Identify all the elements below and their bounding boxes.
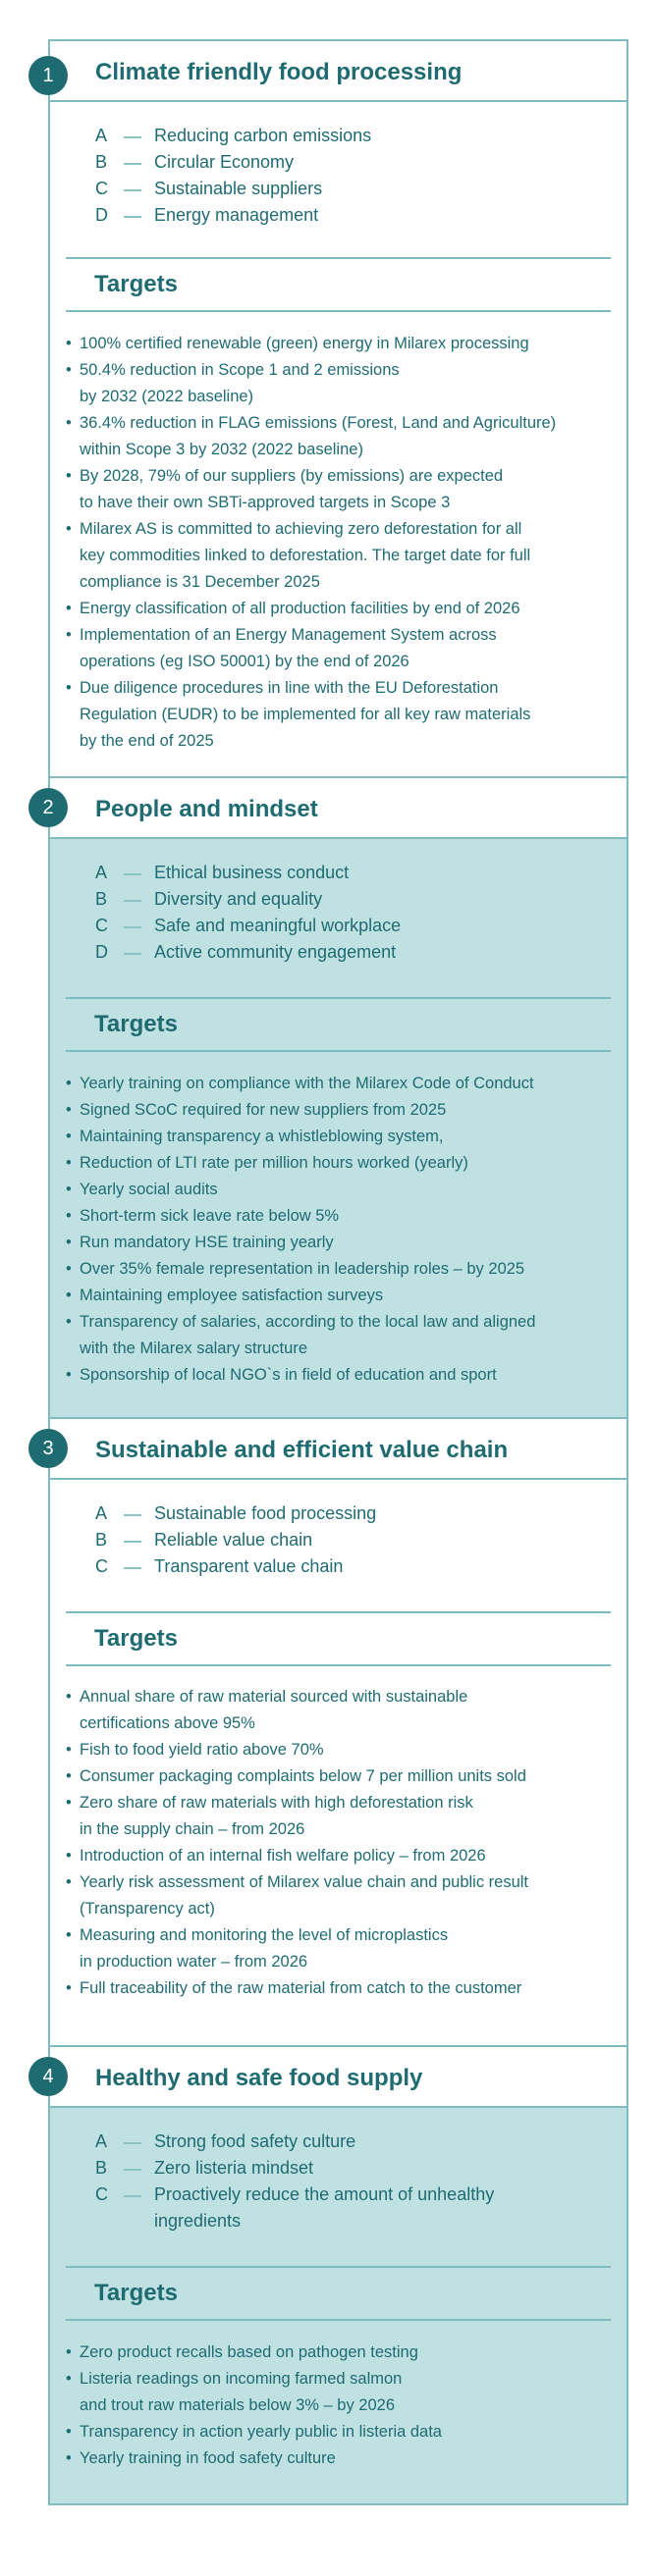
bullet-dot: • (66, 1101, 72, 1119)
target-item (66, 596, 617, 622)
bullet-dot: • (66, 1979, 72, 1997)
pillar-dash (124, 2142, 141, 2144)
pillar-dash (124, 953, 141, 955)
targets-header (66, 1611, 611, 1666)
targets-list (66, 2339, 617, 2472)
bullet-dot: • (66, 626, 72, 644)
target-text-line: Reduction of LTI rate per million hours worked (yearly) (80, 1154, 468, 1172)
pillar-letter: D (95, 205, 108, 225)
target-item (66, 1124, 617, 1150)
section-header (50, 1417, 627, 1480)
target-text-line: Over 35% female representation in leadership roles – by 2025 (80, 1260, 525, 1278)
pillar-text: Diversity and equality (154, 889, 323, 909)
target-text-line: in the supply chain – from 2026 (80, 1820, 305, 1838)
targets-title: Targets (94, 2280, 178, 2306)
target-text-line: Zero product recalls based on pathogen testing (80, 2343, 418, 2361)
bullet-dot: • (66, 1873, 72, 1891)
pillar-text: Zero listeria mindset (154, 2158, 314, 2178)
target-text-line: Yearly social audits (80, 1181, 218, 1198)
pillar-letter: D (95, 942, 108, 962)
target-text-line: within Scope 3 by 2032 (2022 baseline) (80, 441, 363, 458)
target-text-line: Run mandatory HSE training yearly (80, 1234, 334, 1251)
pillar-dash (124, 900, 141, 902)
bullet-dot: • (66, 2370, 72, 2388)
target-text-line: Due diligence procedures in line with the EU Deforestation (80, 679, 499, 697)
target-text-line: with the Milarex salary structure (80, 1340, 307, 1357)
pillar-letter: B (95, 1530, 108, 1550)
target-item (66, 2339, 617, 2366)
pillar-text: Transparent value chain (154, 1556, 344, 1576)
target-item (66, 1097, 617, 1124)
pillar-dash (124, 2195, 141, 2197)
target-text-line: Transparency of salaries, according to the local law and aligned (80, 1313, 536, 1331)
target-text-line: compliance is 31 December 2025 (80, 573, 320, 591)
target-text-line: (Transparency act) (80, 1900, 215, 1918)
target-item (66, 1975, 617, 2002)
pillar-letter: A (95, 2131, 108, 2151)
bullet-dot: • (66, 2343, 72, 2361)
pillar-dash (124, 873, 141, 875)
target-text-line: to have their own SBTi-approved targets in Scope 3 (80, 494, 451, 511)
target-text-line: and trout raw materials below 3% – by 2026 (80, 2396, 396, 2414)
pillar-letter: B (95, 889, 108, 909)
pillar-text: Active community engagement (154, 942, 397, 962)
section-number-badge: 3 (28, 1429, 68, 1468)
target-item (66, 1071, 617, 1097)
target-text-line: 100% certified renewable (green) energy in Milarex processing (80, 335, 529, 352)
bullet-dot: • (66, 1366, 72, 1384)
target-text-line: in production water – from 2026 (80, 1953, 308, 1971)
pillar-text: Sustainable food processing (154, 1503, 377, 1523)
section-title: People and mindset (95, 796, 318, 822)
target-text-line: Zero share of raw materials with high deforestation risk (80, 1794, 473, 1812)
target-text-line: Introduction of an internal fish welfare policy – from 2026 (80, 1847, 486, 1865)
pillar-text: Strong food safety culture (154, 2131, 356, 2151)
pillar-dash (124, 1541, 141, 1543)
bullet-dot: • (66, 414, 72, 432)
bullet-dot: • (66, 1287, 72, 1304)
pillar-text: Circular Economy (154, 152, 295, 172)
target-item (66, 1869, 617, 1922)
target-item (66, 1922, 617, 1975)
pillar-text-continued: ingredients (154, 2211, 242, 2231)
target-item (66, 410, 617, 463)
target-text-line: Sponsorship of local NGO`s in field of education and sport (80, 1366, 497, 1384)
target-text-line: Maintaining transparency a whistleblowing system, (80, 1128, 444, 1145)
target-text-line: Yearly training in food safety culture (80, 2449, 336, 2467)
target-item (66, 1283, 617, 1309)
target-text-line: key commodities linked to deforestation. The target date for full (80, 547, 531, 564)
pillar-text: Reliable value chain (154, 1530, 313, 1550)
bullet-dot: • (66, 1181, 72, 1198)
target-item (66, 1737, 617, 1763)
pillar-dash (124, 189, 141, 191)
targets-header (66, 257, 611, 312)
target-text-line: Consumer packaging complaints below 7 per million units sold (80, 1767, 526, 1785)
targets-list (66, 331, 617, 755)
section-3 (48, 1417, 628, 2045)
bullet-dot: • (66, 1313, 72, 1331)
bullet-dot: • (66, 600, 72, 617)
bullet-dot: • (66, 335, 72, 352)
section-title: Sustainable and efficient value chain (95, 1437, 509, 1463)
bullet-dot: • (66, 1767, 72, 1785)
targets-title: Targets (94, 1625, 178, 1652)
pillar-text: Proactively reduce the amount of unhealthy (154, 2184, 495, 2204)
target-text-line: Measuring and monitoring the level of microplastics (80, 1926, 449, 1944)
target-item (66, 2445, 617, 2472)
target-item (66, 675, 617, 755)
bullet-dot: • (66, 520, 72, 538)
target-text-line: Signed SCoC required for new suppliers from 2025 (80, 1101, 447, 1119)
target-text-line: Energy classification of all production facilities by end of 2026 (80, 600, 520, 617)
target-text-line: By 2028, 79% of our suppliers (by emissions) are expected (80, 467, 504, 485)
section-title: Climate friendly food processing (95, 59, 463, 85)
pillar-letter: C (95, 179, 108, 198)
bullet-dot: • (66, 1260, 72, 1278)
pillar-dash (124, 2169, 141, 2171)
pillar-letter: A (95, 1503, 108, 1523)
section-title: Healthy and safe food supply (95, 2065, 423, 2091)
targets-header (66, 2266, 611, 2321)
target-item (66, 2366, 617, 2419)
target-text-line: 36.4% reduction in FLAG emissions (Forest, Land and Agriculture) (80, 414, 557, 432)
bullet-dot: • (66, 1234, 72, 1251)
pillar-text: Energy management (154, 205, 319, 225)
target-text-line: Regulation (EUDR) to be implemented for all key raw materials (80, 706, 531, 723)
targets-header (66, 997, 611, 1052)
target-item (66, 1763, 617, 1790)
pillar-text: Reducing carbon emissions (154, 126, 372, 145)
target-item (66, 1203, 617, 1230)
bullet-dot: • (66, 1794, 72, 1812)
pillar-text: Sustainable suppliers (154, 179, 323, 198)
section-number-badge: 4 (28, 2057, 68, 2096)
pillar-letter: C (95, 2184, 108, 2204)
pillar-dash (124, 163, 141, 165)
targets-list (66, 1071, 617, 1389)
pillar-text: Ethical business conduct (154, 863, 350, 882)
bullet-dot: • (66, 467, 72, 485)
section-4 (48, 2045, 628, 2505)
target-text-line: Transparency in action yearly public in listeria data (80, 2423, 442, 2441)
target-text-line: by the end of 2025 (80, 732, 214, 750)
bullet-dot: • (66, 1847, 72, 1865)
bullet-dot: • (66, 2423, 72, 2441)
target-item (66, 1309, 617, 1362)
target-text-line: Yearly training on compliance with the Milarex Code of Conduct (80, 1075, 534, 1092)
targets-list (66, 1684, 617, 2002)
target-text-line: Full traceability of the raw material from catch to the customer (80, 1979, 522, 1997)
section-1 (48, 39, 628, 776)
pillar-letter: B (95, 152, 108, 172)
targets-title: Targets (94, 1011, 178, 1037)
bullet-dot: • (66, 679, 72, 697)
pillar-dash (124, 1567, 141, 1569)
pillar-dash (124, 136, 141, 138)
bullet-dot: • (66, 2449, 72, 2467)
target-item (66, 463, 617, 516)
section-number-badge: 2 (28, 788, 68, 827)
section-number-badge: 1 (28, 56, 68, 95)
bullet-dot: • (66, 1688, 72, 1706)
bullet-dot: • (66, 1075, 72, 1092)
section-header (50, 2045, 627, 2108)
target-text-line: certifications above 95% (80, 1714, 255, 1732)
target-item (66, 1684, 617, 1737)
pillar-letter: C (95, 916, 108, 935)
target-text-line: Yearly risk assessment of Milarex value chain and public result (80, 1873, 529, 1891)
target-item (66, 2419, 617, 2445)
targets-title: Targets (94, 271, 178, 297)
target-item (66, 1177, 617, 1203)
pillar-dash (124, 216, 141, 218)
target-text-line: Milarex AS is committed to achieving zero deforestation for all (80, 520, 522, 538)
target-text-line: Annual share of raw material sourced with sustainable (80, 1688, 468, 1706)
section-2 (48, 776, 628, 1417)
section-header (50, 39, 627, 102)
target-item (66, 1362, 617, 1389)
target-text-line: Implementation of an Energy Management System across (80, 626, 497, 644)
pillar-letter: C (95, 1556, 108, 1576)
target-item (66, 1843, 617, 1869)
target-text-line: Maintaining employee satisfaction surveys (80, 1287, 384, 1304)
target-item (66, 1790, 617, 1843)
target-item (66, 357, 617, 410)
pillar-dash (124, 1514, 141, 1516)
pillar-letter: B (95, 2158, 108, 2178)
target-text-line: 50.4% reduction in Scope 1 and 2 emissions (80, 361, 400, 379)
bullet-dot: • (66, 361, 72, 379)
target-text-line: Short-term sick leave rate below 5% (80, 1207, 340, 1225)
pillar-letter: A (95, 863, 108, 882)
bullet-dot: • (66, 1207, 72, 1225)
target-text-line: Listeria readings on incoming farmed salmon (80, 2370, 403, 2388)
section-header (50, 776, 627, 839)
target-text-line: by 2032 (2022 baseline) (80, 388, 254, 405)
target-item (66, 622, 617, 675)
target-text-line: operations (eg ISO 50001) by the end of 2026 (80, 653, 409, 670)
bullet-dot: • (66, 1926, 72, 1944)
target-text-line: Fish to food yield ratio above 70% (80, 1741, 324, 1759)
target-item (66, 331, 617, 357)
bullet-dot: • (66, 1154, 72, 1172)
target-item (66, 1256, 617, 1283)
pillar-dash (124, 926, 141, 928)
pillar-letter: A (95, 126, 108, 145)
bullet-dot: • (66, 1741, 72, 1759)
target-item (66, 1150, 617, 1177)
target-item (66, 1230, 617, 1256)
bullet-dot: • (66, 1128, 72, 1145)
pillar-text: Safe and meaningful workplace (154, 916, 402, 935)
target-item (66, 516, 617, 596)
